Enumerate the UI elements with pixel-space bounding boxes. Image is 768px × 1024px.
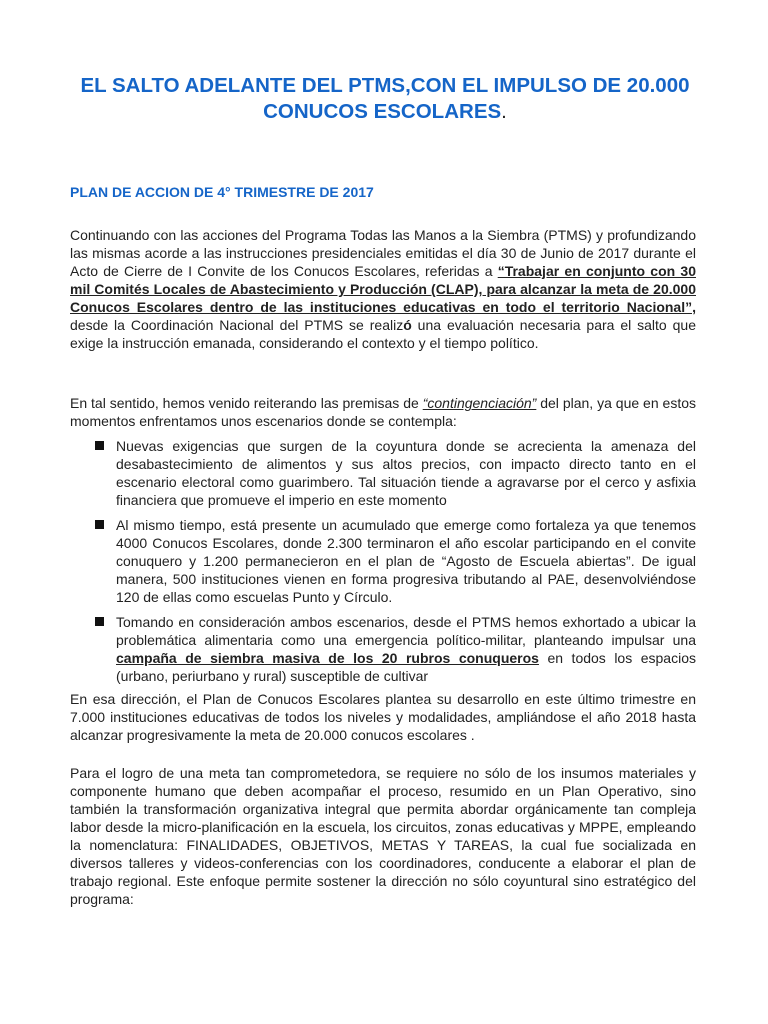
paragraph-intro xyxy=(70,226,696,352)
bullet-text: Al mismo tiempo, está presente un acumulado que emerge como fortaleza ya que tenemos 4000 Conucos Escolares, donde 2.300 terminaron el año escolar participando en el convite conuquero y 1.200 permanecieron en el plan de “Agosto de Escuela abiertas”. De igual manera, 500 instituciones vienen en forma progresiva tributando al PAE, desenvolviéndose 120 de ellas como escuelas Punto y Círculo. xyxy=(116,517,696,605)
square-bullet-icon xyxy=(95,617,104,626)
contingenciacion-term: “contingenciación” xyxy=(422,395,537,411)
title-period: . xyxy=(501,100,507,123)
paragraph-goal-requirements: Para el logro de una meta tan comprometedora, se requiere no sólo de los insumos materiales y componente humano que deben acompañar el proceso, resumido en un Plan Operativo, sino también la transformación organizativa integral que permita abordar orgánicamente tan compleja labor desde la micro-planificación en la escuela, los circuitos, zonas educativas y MPPE, empleando la nomenclatura: FINALIDADES, OBJETIVOS, METAS Y TAREAS, la cual fue socializada en diversos talleres y videos-conferencias con los coordinadores, conducente a elaborar el plan de trabajo regional. Este enfoque permite sostener la dirección no sólo coyuntural sino estratégico del programa: xyxy=(70,765,696,907)
context-text-b: del plan, ya que en estos momentos enfrentamos unos escenarios donde se contempla: xyxy=(70,395,696,429)
bullet-item-strengths xyxy=(95,516,696,606)
paragraph-context xyxy=(70,394,696,430)
sowing-campaign-emphasis: campaña de siembra masiva de los 20 rubros conuqueros xyxy=(116,650,539,666)
bullet-text xyxy=(116,613,696,685)
bullet-item-new-demands xyxy=(95,437,696,509)
intro-accent-o: ó xyxy=(403,317,412,333)
context-text-a: En tal sentido, hemos venido reiterando las premisas de xyxy=(70,395,423,411)
square-bullet-icon xyxy=(95,520,104,529)
square-bullet-icon xyxy=(95,441,104,450)
intro-text-a: Continuando con las acciones del Programa Todas las Manos a la Siembra (PTMS) y profundizando las mismas acorde a las instrucciones presidenciales emitidas el día 30 de Junio de 2017 durante el Acto de Cierre de I Convite de los Conucos Escolares, referidas a xyxy=(70,227,696,279)
bullet-text: Nuevas exigencias que surgen de la coyuntura donde se acrecienta la amenaza del desabastecimiento de alimentos y sus altos precios, con impacto directo tanto en el escenario electoral como guarimbero. Tal situación tiende a agravarse por el cerco y asfixia financiera que promueve el imperio en este momento xyxy=(116,438,696,508)
campaign-text-a: Tomando en consideración ambos escenarios, desde el PTMS hemos exhortado a ubicar la problemática alimentaria como una emergencia político-militar, planteando impulsar una xyxy=(116,614,696,648)
intro-text-b: desde la Coordinación Nacional del PTMS se realiz xyxy=(70,317,404,333)
title-text: EL SALTO ADELANTE DEL PTMS,CON EL IMPULSO DE 20.000 CONUCOS ESCOLARES xyxy=(80,74,690,123)
section-heading: PLAN DE ACCION DE 4° TRIMESTRE DE 2017 xyxy=(70,184,374,200)
presidential-instruction-quote: “Trabajar en conjunto con 30 mil Comités Locales de Abastecimiento y Producción (CLAP), para alcanzar la meta de 20.000 Conucos Escolares dentro de las instituciones educativas en todo el territorio Nacional”, xyxy=(70,263,696,315)
intro-text-c: una evaluación necesaria para el salto que exige la instrucción emanada, considerando el contexto y el tiempo político. xyxy=(70,317,696,351)
bullet-item-sowing-campaign xyxy=(95,613,696,685)
campaign-text-b: en todos los espacios (urbano, periurbano y rural) susceptible de cultivar xyxy=(116,650,696,684)
document-title xyxy=(60,73,710,125)
paragraph-plan-direction: En esa dirección, el Plan de Conucos Escolares plantea su desarrollo en este último trimestre en 7.000 instituciones educativas de todos los niveles y modalidades, ampliándose el año 2018 hasta alcanzar progresivamente la meta de 20.000 conucos escolares . xyxy=(70,691,696,743)
